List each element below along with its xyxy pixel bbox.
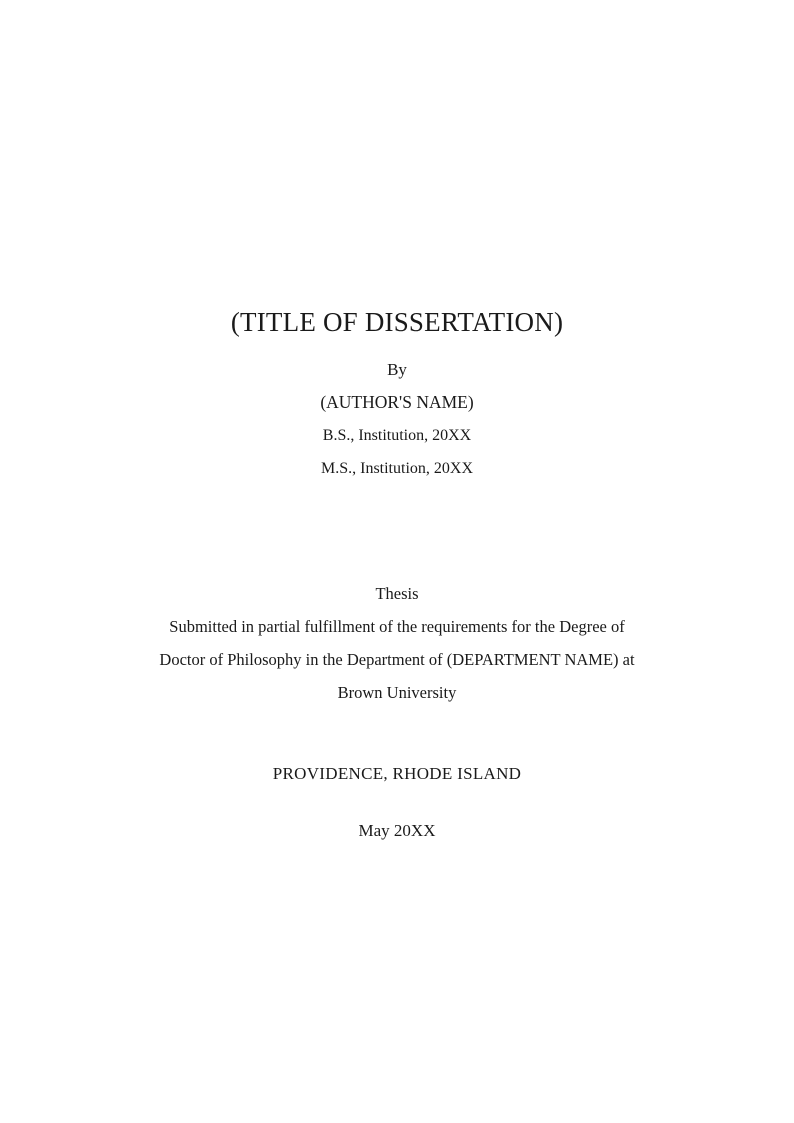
prior-degree-masters: M.S., Institution, 20XX xyxy=(320,460,473,477)
thesis-label: Thesis xyxy=(375,584,419,603)
submission-statement-line-3: Brown University xyxy=(337,683,457,702)
submission-statement-line-1: Submitted in partial fulfillment of the requirements for the Degree of xyxy=(169,617,625,636)
submission-statement-line-2: Doctor of Philosophy in the Department of (DEPARTMENT NAME) at xyxy=(159,650,635,669)
prior-degree-bachelors: B.S., Institution, 20XX xyxy=(322,427,472,444)
spacer-after-degrees xyxy=(0,485,794,577)
publication-date: May 20XX xyxy=(358,821,436,840)
spacer-before-date xyxy=(0,790,794,814)
spacer-after-statement xyxy=(0,709,794,757)
dissertation-title: (TITLE OF DISSERTATION) xyxy=(230,307,564,337)
by-label: By xyxy=(387,360,407,379)
title-page-content xyxy=(0,305,794,847)
publication-place: PROVIDENCE, RHODE ISLAND xyxy=(272,764,522,783)
author-name: (AUTHOR'S NAME) xyxy=(320,392,474,412)
